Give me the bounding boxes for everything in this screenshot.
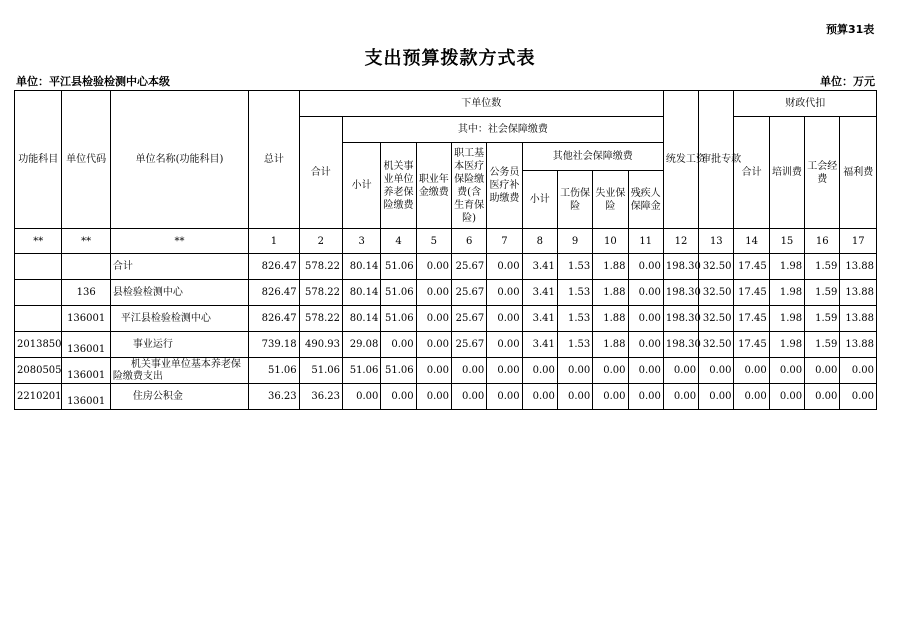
value-cell: 32.50 [699, 332, 734, 358]
value-cell: 0.00 [381, 332, 416, 358]
header-civil-medical: 公务员医疗补助缴费 [487, 143, 522, 229]
header-other-social: 其他社会保障缴费 [522, 143, 663, 171]
value-cell: 0.00 [769, 358, 804, 384]
index-cell: 3 [343, 229, 381, 254]
value-cell: 826.47 [249, 306, 299, 332]
value-cell: 51.06 [343, 358, 381, 384]
index-cell: 2 [299, 229, 342, 254]
value-cell: 25.67 [451, 332, 486, 358]
value-cell: 0.00 [487, 332, 522, 358]
page-title: 支出预算拨款方式表 [364, 48, 536, 69]
value-cell: 1.53 [557, 332, 592, 358]
value-cell: 3.41 [522, 306, 557, 332]
header-unit-name: 单位名称(功能科目) [110, 91, 248, 229]
index-cell: 5 [416, 229, 451, 254]
value-cell: 0.00 [840, 358, 877, 384]
value-cell: 17.45 [734, 254, 769, 280]
table-row [15, 332, 877, 358]
value-cell: 0.00 [381, 384, 416, 410]
value-cell: 198.30 [663, 306, 698, 332]
value-cell: 0.00 [557, 384, 592, 410]
value-cell: 0.00 [416, 280, 451, 306]
value-cell: 578.22 [299, 306, 342, 332]
header-unified-pay: 统发工资 [663, 91, 698, 229]
index-cell: 14 [734, 229, 769, 254]
value-cell: 0.00 [343, 384, 381, 410]
value-cell: 739.18 [249, 332, 299, 358]
value-cell: 1.98 [769, 280, 804, 306]
unit-code-cell: 136001 [62, 306, 110, 332]
value-cell: 198.30 [663, 254, 698, 280]
value-cell: 3.41 [522, 280, 557, 306]
index-cell: ** [110, 229, 248, 254]
value-cell: 0.00 [487, 358, 522, 384]
value-cell: 1.98 [769, 306, 804, 332]
index-cell: 17 [840, 229, 877, 254]
value-cell: 36.23 [249, 384, 299, 410]
header-disability: 残疾人保障金 [628, 171, 663, 229]
unit-name-cell: 县检验检测中心 [110, 280, 248, 306]
value-cell: 0.00 [734, 384, 769, 410]
value-cell: 51.06 [381, 306, 416, 332]
value-cell: 51.06 [381, 358, 416, 384]
table-row [15, 280, 877, 306]
value-cell: 80.14 [343, 280, 381, 306]
value-cell: 1.88 [593, 254, 628, 280]
index-cell: 4 [381, 229, 416, 254]
value-cell: 0.00 [628, 280, 663, 306]
value-cell: 0.00 [805, 384, 840, 410]
header-fiscal-withhold: 财政代扣 [734, 91, 877, 117]
value-cell: 198.30 [663, 280, 698, 306]
value-cell: 0.00 [487, 280, 522, 306]
value-cell: 3.41 [522, 332, 557, 358]
value-cell: 0.00 [522, 358, 557, 384]
value-cell: 80.14 [343, 254, 381, 280]
header-training: 培训费 [769, 117, 804, 229]
value-cell: 0.00 [416, 306, 451, 332]
header-lower-total: 合计 [299, 117, 342, 229]
header-union: 工会经费 [805, 117, 840, 229]
unit-code-cell: 136001 [62, 358, 110, 384]
table-number: 预算31表 [826, 23, 875, 36]
value-cell: 0.00 [734, 358, 769, 384]
header-unemployment: 失业保险 [593, 171, 628, 229]
unit-code-cell: 136001 [62, 384, 110, 410]
index-cell: 6 [451, 229, 486, 254]
header-lower-unit: 下单位数 [299, 91, 663, 117]
value-cell: 1.53 [557, 306, 592, 332]
value-cell: 0.00 [416, 384, 451, 410]
value-cell: 0.00 [557, 358, 592, 384]
index-cell: 9 [557, 229, 592, 254]
value-cell: 3.41 [522, 254, 557, 280]
value-cell: 32.50 [699, 254, 734, 280]
value-cell: 80.14 [343, 306, 381, 332]
index-cell: 13 [699, 229, 734, 254]
value-cell: 13.88 [840, 306, 877, 332]
value-cell: 0.00 [487, 306, 522, 332]
value-cell: 13.88 [840, 254, 877, 280]
func-code-cell: 2013850 [15, 332, 62, 358]
value-cell: 1.88 [593, 280, 628, 306]
header-medical: 职工基本医疗保险缴费(含生育保险) [451, 143, 486, 229]
value-cell: 0.00 [416, 358, 451, 384]
unit-code-cell: 136 [62, 280, 110, 306]
value-cell: 0.00 [487, 254, 522, 280]
unit-code-cell [62, 254, 110, 280]
value-cell: 578.22 [299, 280, 342, 306]
value-cell: 32.50 [699, 306, 734, 332]
value-cell: 198.30 [663, 332, 698, 358]
index-cell: 12 [663, 229, 698, 254]
table-row [15, 306, 877, 332]
func-code-cell: 2080505 [15, 358, 62, 384]
value-cell: 0.00 [628, 358, 663, 384]
func-code-cell: 2210201 [15, 384, 62, 410]
value-cell: 51.06 [381, 280, 416, 306]
index-cell: 1 [249, 229, 299, 254]
value-cell: 0.00 [663, 384, 698, 410]
value-cell: 17.45 [734, 332, 769, 358]
table-row [15, 384, 877, 410]
unit-name-cell: 合计 [110, 254, 248, 280]
header-welfare: 福利费 [840, 117, 877, 229]
index-row [15, 229, 877, 254]
unit-code-cell: 136001 [62, 332, 110, 358]
value-cell: 1.88 [593, 306, 628, 332]
func-code-cell [15, 306, 62, 332]
value-cell: 51.06 [381, 254, 416, 280]
value-cell: 36.23 [299, 384, 342, 410]
value-cell: 25.67 [451, 306, 486, 332]
table-row [15, 358, 877, 384]
value-cell: 0.00 [593, 384, 628, 410]
unit-name-cell: 事业运行 [110, 332, 248, 358]
index-cell: ** [62, 229, 110, 254]
header-annuity: 职业年金缴费 [416, 143, 451, 229]
header-of-which-social: 其中：社会保障缴费 [343, 117, 664, 143]
value-cell: 490.93 [299, 332, 342, 358]
value-cell: 0.00 [699, 384, 734, 410]
value-cell: 1.53 [557, 254, 592, 280]
value-cell: 1.98 [769, 254, 804, 280]
value-cell: 17.45 [734, 306, 769, 332]
value-cell: 51.06 [299, 358, 342, 384]
value-cell: 826.47 [249, 280, 299, 306]
unit-currency-label: 单位：万元 [820, 75, 875, 88]
index-cell: ** [15, 229, 62, 254]
value-cell: 0.00 [663, 358, 698, 384]
value-cell: 1.59 [805, 280, 840, 306]
value-cell: 32.50 [699, 280, 734, 306]
value-cell: 0.00 [416, 254, 451, 280]
value-cell: 13.88 [840, 332, 877, 358]
header-pension: 机关事业单位养老保险缴费 [381, 143, 416, 229]
index-cell: 16 [805, 229, 840, 254]
header-other-subtotal: 小计 [522, 171, 557, 229]
header-social-subtotal: 小计 [343, 143, 381, 229]
value-cell: 0.00 [487, 384, 522, 410]
value-cell: 0.00 [805, 358, 840, 384]
value-cell: 0.00 [628, 332, 663, 358]
func-code-cell [15, 280, 62, 306]
unit-org-label: 单位：平江县检验检测中心本级 [16, 75, 170, 88]
header-fiscal-total: 合计 [734, 117, 769, 229]
value-cell: 0.00 [628, 384, 663, 410]
value-cell: 0.00 [699, 358, 734, 384]
table-row-total [15, 254, 877, 280]
value-cell: 0.00 [522, 384, 557, 410]
header-special-approval: 审批专款 [699, 91, 734, 229]
unit-name-cell: 平江县检验检测中心 [110, 306, 248, 332]
value-cell: 25.67 [451, 254, 486, 280]
header-injury: 工伤保险 [557, 171, 592, 229]
value-cell: 0.00 [628, 306, 663, 332]
value-cell: 1.88 [593, 332, 628, 358]
value-cell: 1.59 [805, 332, 840, 358]
value-cell: 0.00 [840, 384, 877, 410]
value-cell: 13.88 [840, 280, 877, 306]
value-cell: 51.06 [249, 358, 299, 384]
index-cell: 7 [487, 229, 522, 254]
value-cell: 0.00 [451, 384, 486, 410]
value-cell: 1.59 [805, 254, 840, 280]
func-code-cell [15, 254, 62, 280]
value-cell: 1.53 [557, 280, 592, 306]
header-total: 总计 [249, 91, 299, 229]
unit-name-cell: 住房公积金 [110, 384, 248, 410]
value-cell: 1.98 [769, 332, 804, 358]
value-cell: 1.59 [805, 306, 840, 332]
value-cell: 25.67 [451, 280, 486, 306]
index-cell: 8 [522, 229, 557, 254]
value-cell: 0.00 [593, 358, 628, 384]
unit-name-cell: 机关事业单位基本养老保险缴费支出 [110, 358, 248, 384]
header-unit-code: 单位代码 [62, 91, 110, 229]
value-cell: 0.00 [451, 358, 486, 384]
value-cell: 0.00 [416, 332, 451, 358]
value-cell: 0.00 [769, 384, 804, 410]
value-cell: 29.08 [343, 332, 381, 358]
value-cell: 17.45 [734, 280, 769, 306]
index-cell: 11 [628, 229, 663, 254]
value-cell: 826.47 [249, 254, 299, 280]
index-cell: 10 [593, 229, 628, 254]
value-cell: 578.22 [299, 254, 342, 280]
budget-table [14, 90, 877, 410]
header-func-subject: 功能科目 [15, 91, 62, 229]
value-cell: 0.00 [628, 254, 663, 280]
index-cell: 15 [769, 229, 804, 254]
